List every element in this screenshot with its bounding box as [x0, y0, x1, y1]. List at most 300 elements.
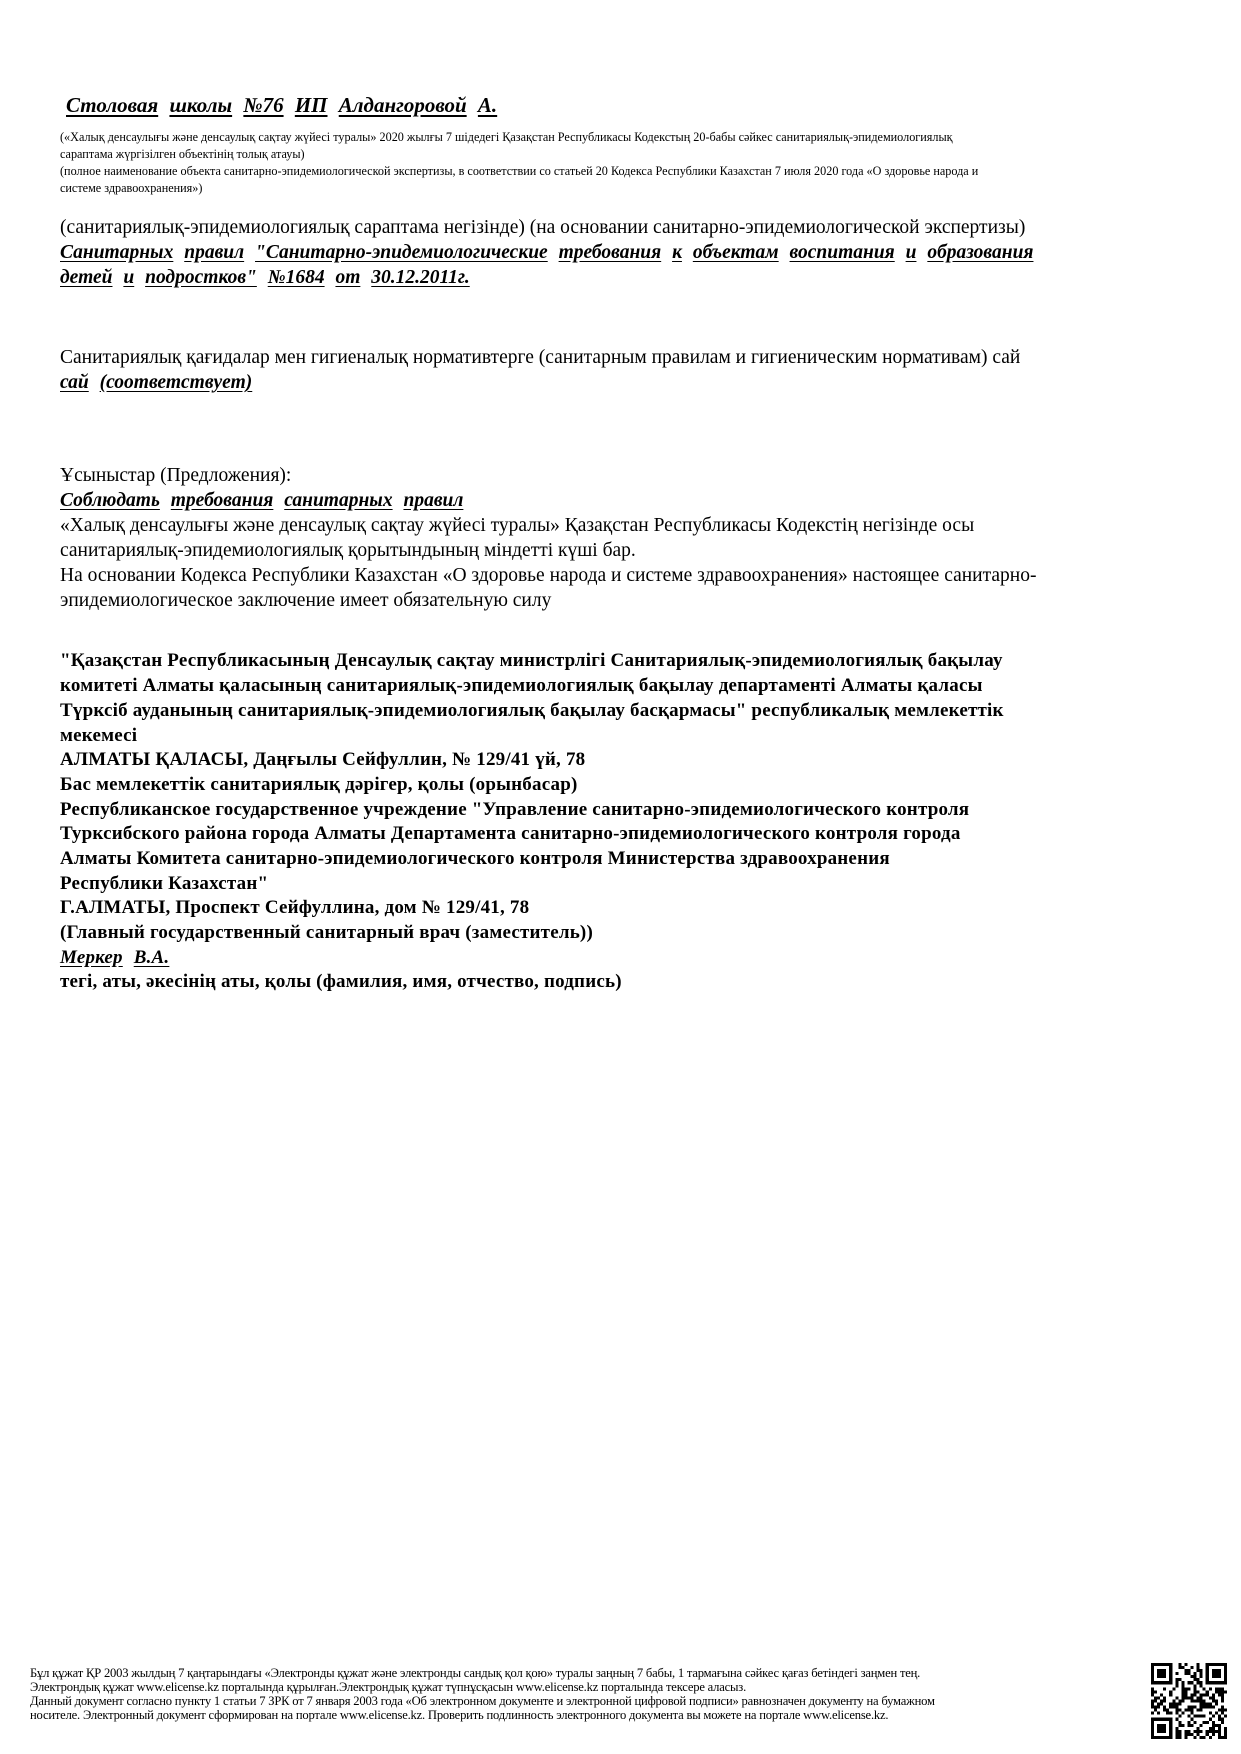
- qr-module: [1197, 1699, 1200, 1702]
- qr-module: [1200, 1706, 1203, 1709]
- legal-force-ru-line: На основании Кодекса Республики Казахстан «О здоровье народа и системе здравоохранения» настоящее санитарно-: [60, 565, 1037, 586]
- qr-module: [1157, 1724, 1160, 1727]
- qr-module: [1175, 1706, 1178, 1709]
- qr-module: [1209, 1712, 1212, 1715]
- qr-module: [1200, 1709, 1203, 1712]
- basis-value-line: [60, 240, 1033, 265]
- qr-module: [1209, 1718, 1212, 1721]
- qr-module: [1191, 1693, 1194, 1696]
- qr-module: [1166, 1712, 1169, 1715]
- qr-module: [1212, 1724, 1215, 1727]
- qr-module: [1212, 1669, 1215, 1672]
- qr-module: [1197, 1709, 1200, 1712]
- qr-module: [1181, 1687, 1184, 1690]
- qr-module: [1163, 1706, 1166, 1709]
- issuer-kz-address: АЛМАТЫ ҚАЛАСЫ, Даңғылы Сейфуллин, № 129/41 үй, 78: [60, 749, 586, 770]
- qr-module: [1154, 1718, 1157, 1721]
- qr-module: [1191, 1718, 1194, 1721]
- qr-module: [1224, 1675, 1227, 1678]
- qr-module: [1194, 1736, 1197, 1739]
- qr-module: [1169, 1706, 1172, 1709]
- qr-module: [1200, 1672, 1203, 1675]
- legal-force-ru-line: эпидемиологическое заключение имеет обязательную силу: [60, 590, 552, 611]
- qr-module: [1157, 1681, 1160, 1684]
- qr-module: [1163, 1687, 1166, 1690]
- qr-module: [1218, 1663, 1221, 1666]
- qr-module: [1209, 1681, 1212, 1684]
- qr-module: [1224, 1709, 1227, 1712]
- legal-force-kz-line: санитариялық-эпидемиологиялық қорытындының міндетті күші бар.: [60, 540, 636, 561]
- qr-module: [1194, 1699, 1197, 1702]
- qr-module: [1221, 1696, 1224, 1699]
- qr-module: [1215, 1712, 1218, 1715]
- qr-module: [1191, 1675, 1194, 1678]
- qr-module: [1157, 1727, 1160, 1730]
- qr-module: [1221, 1663, 1224, 1666]
- qr-module: [1191, 1699, 1194, 1702]
- qr-module: [1184, 1663, 1187, 1666]
- qr-module: [1203, 1699, 1206, 1702]
- qr-module: [1224, 1672, 1227, 1675]
- object-caption-ru-line: системе здравоохранения»): [60, 181, 203, 195]
- qr-module: [1187, 1709, 1190, 1712]
- qr-module: [1197, 1681, 1200, 1684]
- qr-module: [1212, 1693, 1215, 1696]
- qr-module: [1157, 1712, 1160, 1715]
- basis-value-line: [60, 265, 470, 290]
- qr-module: [1151, 1736, 1154, 1739]
- qr-module: [1187, 1669, 1190, 1672]
- qr-module: [1181, 1690, 1184, 1693]
- proposals-word: требования: [170, 490, 274, 511]
- qr-module: [1197, 1696, 1200, 1699]
- qr-module: [1194, 1684, 1197, 1687]
- qr-module: [1194, 1672, 1197, 1675]
- qr-module: [1197, 1733, 1200, 1736]
- qr-module: [1163, 1672, 1166, 1675]
- basis-word: правил: [184, 242, 245, 263]
- qr-module: [1187, 1724, 1190, 1727]
- qr-module: [1212, 1733, 1215, 1736]
- qr-module: [1191, 1666, 1194, 1669]
- qr-module: [1194, 1721, 1197, 1724]
- qr-module: [1212, 1727, 1215, 1730]
- qr-module: [1166, 1663, 1169, 1666]
- qr-module: [1212, 1663, 1215, 1666]
- qr-module: [1160, 1681, 1163, 1684]
- qr-module: [1197, 1727, 1200, 1730]
- qr-module: [1169, 1727, 1172, 1730]
- qr-module: [1163, 1724, 1166, 1727]
- qr-module: [1160, 1663, 1163, 1666]
- qr-module: [1181, 1696, 1184, 1699]
- qr-module: [1221, 1699, 1224, 1702]
- qr-module: [1209, 1663, 1212, 1666]
- qr-module: [1172, 1699, 1175, 1702]
- qr-module: [1160, 1675, 1163, 1678]
- qr-module: [1184, 1736, 1187, 1739]
- qr-module: [1178, 1699, 1181, 1702]
- qr-module: [1169, 1733, 1172, 1736]
- qr-module: [1175, 1718, 1178, 1721]
- qr-module: [1178, 1666, 1181, 1669]
- qr-module: [1212, 1715, 1215, 1718]
- qr-module: [1154, 1681, 1157, 1684]
- qr-module: [1157, 1675, 1160, 1678]
- qr-module: [1221, 1721, 1224, 1724]
- qr-module: [1187, 1687, 1190, 1690]
- qr-module: [1221, 1736, 1224, 1739]
- qr-module: [1206, 1733, 1209, 1736]
- qr-module: [1169, 1724, 1172, 1727]
- qr-module: [1221, 1681, 1224, 1684]
- basis-word: "Санитарно-эпидемиологические: [255, 242, 548, 263]
- qr-module: [1191, 1724, 1194, 1727]
- qr-module: [1178, 1730, 1181, 1733]
- issuer-ru-address: Г.АЛМАТЫ, Проспект Сейфуллина, дом № 129/41, 78: [60, 897, 530, 918]
- qr-module: [1154, 1663, 1157, 1666]
- qr-module: [1224, 1669, 1227, 1672]
- qr-module: [1200, 1696, 1203, 1699]
- qr-module: [1218, 1724, 1221, 1727]
- qr-module: [1221, 1718, 1224, 1721]
- proposals-word: Соблюдать: [60, 490, 160, 511]
- qr-module: [1175, 1712, 1178, 1715]
- object-name-word: ИП: [294, 93, 328, 117]
- qr-module: [1200, 1699, 1203, 1702]
- qr-module: [1224, 1727, 1227, 1730]
- basis-word: к: [672, 242, 682, 263]
- qr-module: [1224, 1678, 1227, 1681]
- issuer-ru-position: (Главный государственный санитарный врач (заместитель)): [60, 922, 593, 943]
- qr-module: [1157, 1730, 1160, 1733]
- qr-module: [1209, 1696, 1212, 1699]
- qr-module: [1175, 1733, 1178, 1736]
- qr-module: [1169, 1703, 1172, 1706]
- qr-module: [1200, 1724, 1203, 1727]
- qr-module: [1200, 1715, 1203, 1718]
- qr-module: [1163, 1718, 1166, 1721]
- qr-module: [1200, 1669, 1203, 1672]
- qr-module: [1218, 1669, 1221, 1672]
- qr-module: [1187, 1706, 1190, 1709]
- compliance-word: сай: [60, 372, 89, 393]
- footer-ru-line: носителе. Электронный документ сформирован на портале www.elicense.kz. Проверить подлинность электронного документа вы можете на портале www.elicense.kz.: [30, 1708, 889, 1722]
- qr-module: [1163, 1663, 1166, 1666]
- qr-module: [1175, 1681, 1178, 1684]
- compliance-label: Санитариялық қағидалар мен гигиеналық нормативтерге (санитарным правилам и гигиеническим нормативам) сай: [60, 347, 1021, 368]
- qr-module: [1187, 1733, 1190, 1736]
- qr-module: [1157, 1736, 1160, 1739]
- qr-module: [1206, 1675, 1209, 1678]
- qr-code-icon: [1151, 1662, 1227, 1740]
- qr-module: [1218, 1715, 1221, 1718]
- qr-module: [1169, 1718, 1172, 1721]
- qr-module: [1151, 1681, 1154, 1684]
- qr-module: [1191, 1712, 1194, 1715]
- qr-module: [1191, 1681, 1194, 1684]
- qr-module: [1175, 1696, 1178, 1699]
- qr-module: [1169, 1693, 1172, 1696]
- qr-module: [1224, 1666, 1227, 1669]
- qr-module: [1160, 1724, 1163, 1727]
- qr-module: [1194, 1675, 1197, 1678]
- qr-module: [1184, 1733, 1187, 1736]
- object-name-word: школы: [169, 93, 233, 117]
- basis-word: и: [905, 242, 917, 263]
- qr-module: [1157, 1696, 1160, 1699]
- qr-module: [1200, 1681, 1203, 1684]
- qr-module: [1221, 1706, 1224, 1709]
- qr-module: [1160, 1669, 1163, 1672]
- qr-module: [1197, 1690, 1200, 1693]
- qr-module: [1212, 1730, 1215, 1733]
- qr-module: [1218, 1681, 1221, 1684]
- qr-module: [1184, 1709, 1187, 1712]
- qr-module: [1178, 1715, 1181, 1718]
- qr-module: [1215, 1675, 1218, 1678]
- qr-module: [1163, 1736, 1166, 1739]
- basis-word: воспитания: [789, 242, 895, 263]
- qr-module: [1224, 1730, 1227, 1733]
- qr-module: [1151, 1718, 1154, 1721]
- qr-module: [1218, 1733, 1221, 1736]
- qr-module: [1206, 1706, 1209, 1709]
- qr-module: [1197, 1730, 1200, 1733]
- qr-module: [1169, 1730, 1172, 1733]
- proposals-value: [60, 488, 463, 513]
- qr-module: [1209, 1727, 1212, 1730]
- qr-module: [1191, 1696, 1194, 1699]
- qr-module: [1160, 1736, 1163, 1739]
- qr-module: [1215, 1663, 1218, 1666]
- qr-module: [1166, 1709, 1169, 1712]
- signer-name: [60, 946, 169, 971]
- qr-module: [1221, 1687, 1224, 1690]
- qr-module: [1224, 1690, 1227, 1693]
- qr-module: [1203, 1693, 1206, 1696]
- qr-module: [1151, 1693, 1154, 1696]
- qr-module: [1197, 1666, 1200, 1669]
- qr-module: [1197, 1678, 1200, 1681]
- legal-force-kz-line: «Халық денсаулығы және денсаулық сақтау жүйесі туралы» Қазақстан Республикасы Кодекстің негізінде осы: [60, 515, 975, 536]
- qr-module: [1175, 1727, 1178, 1730]
- qr-module: [1160, 1718, 1163, 1721]
- qr-module: [1218, 1675, 1221, 1678]
- qr-module: [1203, 1721, 1206, 1724]
- qr-module: [1151, 1690, 1154, 1693]
- qr-module: [1184, 1730, 1187, 1733]
- qr-module: [1197, 1715, 1200, 1718]
- qr-module: [1154, 1709, 1157, 1712]
- qr-module: [1218, 1672, 1221, 1675]
- qr-module: [1178, 1721, 1181, 1724]
- qr-module: [1181, 1712, 1184, 1715]
- qr-module: [1157, 1706, 1160, 1709]
- basis-label: (санитариялық-эпидемиологиялық сараптама негізінде) (на основании санитарно-эпидемиологической экспертизы): [60, 217, 1026, 238]
- proposals-word: санитарных: [284, 490, 393, 511]
- qr-module: [1215, 1690, 1218, 1693]
- qr-module: [1151, 1672, 1154, 1675]
- qr-module: [1163, 1730, 1166, 1733]
- qr-module: [1151, 1675, 1154, 1678]
- qr-module: [1197, 1663, 1200, 1666]
- qr-module: [1194, 1730, 1197, 1733]
- qr-module: [1169, 1669, 1172, 1672]
- qr-module: [1212, 1696, 1215, 1699]
- basis-word: Санитарных: [60, 242, 174, 263]
- issuer-ru-org-line: Республиканское государственное учреждение "Управление санитарно-эпидемиологического контроля: [60, 799, 970, 820]
- qr-module: [1218, 1709, 1221, 1712]
- qr-module: [1169, 1663, 1172, 1666]
- qr-module: [1215, 1730, 1218, 1733]
- qr-module: [1172, 1687, 1175, 1690]
- qr-module: [1157, 1703, 1160, 1706]
- issuer-ru-org-line: Турксибского района города Алматы Департамента санитарно-эпидемиологического контроля города: [60, 823, 961, 844]
- qr-module: [1184, 1696, 1187, 1699]
- qr-module: [1160, 1693, 1163, 1696]
- qr-module: [1194, 1678, 1197, 1681]
- qr-module: [1151, 1703, 1154, 1706]
- qr-module: [1203, 1706, 1206, 1709]
- qr-module: [1218, 1736, 1221, 1739]
- qr-module: [1172, 1706, 1175, 1709]
- footer-kz-line: Бұл құжат ҚР 2003 жылдың 7 қаңтарындағы «Электронды құжат және электронды сандық қол қою» туралы заңның 7 бабы, 1 тармағына сәйкес қағаз бетіндегі заңмен тең.: [30, 1666, 921, 1680]
- qr-module: [1187, 1696, 1190, 1699]
- qr-module: [1181, 1666, 1184, 1669]
- qr-module: [1169, 1690, 1172, 1693]
- qr-module: [1160, 1703, 1163, 1706]
- qr-module: [1212, 1706, 1215, 1709]
- qr-module: [1172, 1703, 1175, 1706]
- qr-module: [1200, 1684, 1203, 1687]
- qr-module: [1151, 1727, 1154, 1730]
- qr-module: [1200, 1736, 1203, 1739]
- qr-module: [1212, 1675, 1215, 1678]
- object-caption-ru-line: (полное наименование объекта санитарно-эпидемиологической экспертизы, в соответствии со статьей 20 Кодекса Республики Казахстан 7 июля 2020 года «О здоровье народа и: [60, 164, 979, 178]
- qr-module: [1206, 1681, 1209, 1684]
- qr-module: [1151, 1669, 1154, 1672]
- qr-module: [1178, 1678, 1181, 1681]
- object-name-word: №76: [243, 93, 284, 117]
- footer-kz-line: Электрондық құжат www.elicense.kz порталында құрылған.Электрондық құжат түпнұсқасын www.elicense.kz порталында тексере аласыз.: [30, 1680, 747, 1694]
- qr-module: [1163, 1675, 1166, 1678]
- qr-module: [1200, 1703, 1203, 1706]
- object-caption-kz-line: сараптама жүргізілген объектінің толық атауы): [60, 147, 305, 161]
- qr-module: [1169, 1712, 1172, 1715]
- basis-word: и: [123, 267, 135, 288]
- signer-caption: тегі, аты, әкесінің аты, қолы (фамилия, имя, отчество, подпись): [60, 971, 622, 992]
- issuer-kz-org-line: мекемесі: [60, 725, 138, 746]
- qr-module: [1215, 1699, 1218, 1702]
- basis-word: от: [335, 267, 361, 288]
- qr-module: [1166, 1718, 1169, 1721]
- qr-module: [1157, 1663, 1160, 1666]
- qr-module: [1209, 1730, 1212, 1733]
- qr-module: [1194, 1706, 1197, 1709]
- qr-module: [1221, 1712, 1224, 1715]
- qr-module: [1218, 1727, 1221, 1730]
- qr-module: [1169, 1672, 1172, 1675]
- qr-module: [1184, 1687, 1187, 1690]
- qr-module: [1184, 1693, 1187, 1696]
- signer-word: Меркер: [60, 947, 123, 968]
- qr-module: [1206, 1730, 1209, 1733]
- object-name-word: Алдангоровой: [338, 93, 467, 117]
- qr-module: [1163, 1727, 1166, 1730]
- qr-module: [1200, 1730, 1203, 1733]
- qr-module: [1224, 1736, 1227, 1739]
- basis-word: детей: [60, 267, 113, 288]
- qr-module: [1175, 1703, 1178, 1706]
- qr-module: [1160, 1672, 1163, 1675]
- qr-module: [1221, 1709, 1224, 1712]
- qr-module: [1209, 1706, 1212, 1709]
- qr-module: [1224, 1681, 1227, 1684]
- object-name: [66, 93, 497, 118]
- qr-module: [1215, 1703, 1218, 1706]
- qr-module: [1175, 1736, 1178, 1739]
- qr-module: [1181, 1699, 1184, 1702]
- qr-module: [1151, 1724, 1154, 1727]
- qr-module: [1187, 1715, 1190, 1718]
- qr-module: [1175, 1672, 1178, 1675]
- qr-module: [1181, 1693, 1184, 1696]
- qr-module: [1178, 1733, 1181, 1736]
- qr-module: [1206, 1666, 1209, 1669]
- issuer-ru-org-line: Алматы Комитета санитарно-эпидемиологического контроля Министерства здравоохранения: [60, 848, 890, 869]
- qr-module: [1154, 1706, 1157, 1709]
- qr-module: [1178, 1663, 1181, 1666]
- qr-module: [1166, 1736, 1169, 1739]
- qr-module: [1215, 1672, 1218, 1675]
- qr-module: [1154, 1699, 1157, 1702]
- qr-module: [1194, 1687, 1197, 1690]
- issuer-kz-org-line: "Қазақстан Республикасының Денсаулық сақтау министрлігі Санитариялық-эпидемиологиялық бақылау: [60, 650, 1003, 671]
- qr-module: [1175, 1709, 1178, 1712]
- basis-word: образования: [927, 242, 1034, 263]
- qr-module: [1151, 1712, 1154, 1715]
- qr-module: [1175, 1684, 1178, 1687]
- qr-module: [1175, 1678, 1178, 1681]
- qr-module: [1187, 1721, 1190, 1724]
- object-name-word: А.: [477, 93, 498, 117]
- qr-module: [1206, 1672, 1209, 1675]
- qr-module: [1191, 1733, 1194, 1736]
- qr-module: [1163, 1709, 1166, 1712]
- qr-module: [1154, 1696, 1157, 1699]
- qr-module: [1187, 1672, 1190, 1675]
- qr-module: [1221, 1693, 1224, 1696]
- compliance-value: [60, 370, 252, 395]
- qr-module: [1184, 1672, 1187, 1675]
- qr-module: [1151, 1706, 1154, 1709]
- qr-module: [1206, 1663, 1209, 1666]
- qr-module: [1151, 1666, 1154, 1669]
- qr-module: [1212, 1672, 1215, 1675]
- qr-module: [1151, 1733, 1154, 1736]
- qr-module: [1151, 1699, 1154, 1702]
- signer-word: В.А.: [133, 947, 170, 968]
- qr-module: [1157, 1718, 1160, 1721]
- qr-module: [1154, 1690, 1157, 1693]
- qr-module: [1206, 1721, 1209, 1724]
- footer-ru-line: Данный документ согласно пункту 1 статьи 7 ЗРК от 7 января 2003 года «Об электронном документе и электронной цифровой подписи» равнозначен документу на бумажном: [30, 1694, 935, 1708]
- qr-module: [1209, 1736, 1212, 1739]
- qr-module: [1178, 1709, 1181, 1712]
- compliance-word: (соответствует): [99, 372, 253, 393]
- issuer-ru-org-line: Республики Казахстан": [60, 873, 269, 894]
